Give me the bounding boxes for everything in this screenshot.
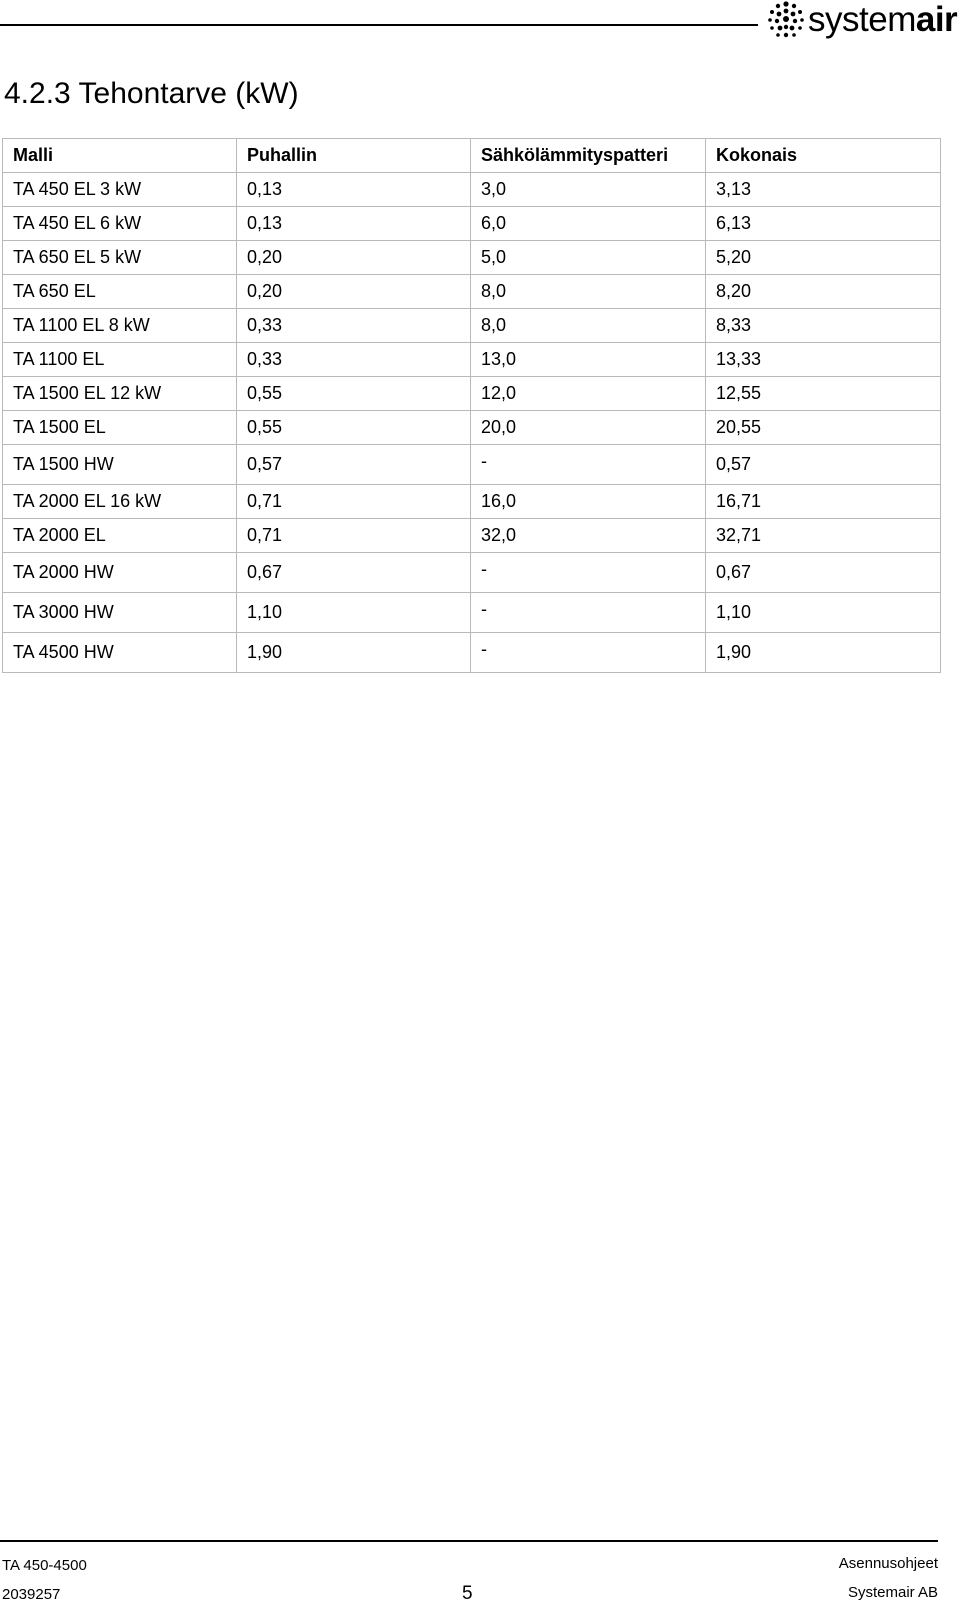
cell-model: TA 1100 EL 8 kW bbox=[3, 309, 237, 343]
column-header-electric-heater: Sähkölämmityspatteri bbox=[471, 139, 706, 173]
power-requirement-table bbox=[2, 138, 941, 673]
cell-total: 13,33 bbox=[706, 343, 941, 377]
table-row bbox=[3, 343, 941, 377]
cell-fan: 0,33 bbox=[237, 343, 471, 377]
cell-total: 0,57 bbox=[706, 445, 941, 485]
cell-total: 20,55 bbox=[706, 411, 941, 445]
table-body bbox=[3, 173, 941, 673]
footer-doc-type: Asennusohjeet bbox=[838, 1555, 938, 1572]
table-row bbox=[3, 593, 941, 633]
cell-model: TA 2000 HW bbox=[3, 553, 237, 593]
table-row bbox=[3, 485, 941, 519]
header-rule bbox=[0, 24, 758, 26]
logo-wordmark-light: system bbox=[808, 0, 916, 39]
cell-total: 16,71 bbox=[706, 485, 941, 519]
cell-model: TA 450 EL 6 kW bbox=[3, 207, 237, 241]
table-row bbox=[3, 207, 941, 241]
cell-model: TA 1100 EL bbox=[3, 343, 237, 377]
section-title: 4.2.3 Tehontarve (kW) bbox=[4, 77, 299, 110]
systemair-logo bbox=[766, 0, 960, 42]
cell-electric-heater: 32,0 bbox=[471, 519, 706, 553]
cell-electric-heater: 20,0 bbox=[471, 411, 706, 445]
cell-fan: 0,33 bbox=[237, 309, 471, 343]
footer-rule bbox=[0, 1540, 938, 1542]
cell-electric-heater: 3,0 bbox=[471, 173, 706, 207]
table-row bbox=[3, 173, 941, 207]
cell-electric-heater: 8,0 bbox=[471, 309, 706, 343]
table-row bbox=[3, 445, 941, 485]
cell-fan: 1,90 bbox=[237, 633, 471, 673]
cell-model: TA 2000 EL 16 kW bbox=[3, 485, 237, 519]
cell-total: 8,33 bbox=[706, 309, 941, 343]
column-header-total: Kokonais bbox=[706, 139, 941, 173]
cell-fan: 0,13 bbox=[237, 173, 471, 207]
cell-electric-heater: 6,0 bbox=[471, 207, 706, 241]
column-header-fan: Puhallin bbox=[237, 139, 471, 173]
cell-total: 8,20 bbox=[706, 275, 941, 309]
cell-total: 32,71 bbox=[706, 519, 941, 553]
table-row bbox=[3, 553, 941, 593]
cell-fan: 0,71 bbox=[237, 519, 471, 553]
cell-total: 5,20 bbox=[706, 241, 941, 275]
cell-fan: 0,55 bbox=[237, 411, 471, 445]
cell-electric-heater: - bbox=[471, 633, 706, 673]
table-row bbox=[3, 309, 941, 343]
cell-model: TA 1500 HW bbox=[3, 445, 237, 485]
cell-model: TA 1500 EL 12 kW bbox=[3, 377, 237, 411]
table-row bbox=[3, 633, 941, 673]
column-header-model: Malli bbox=[3, 139, 237, 173]
cell-electric-heater: 16,0 bbox=[471, 485, 706, 519]
cell-fan: 1,10 bbox=[237, 593, 471, 633]
logo-wordmark bbox=[808, 0, 957, 40]
systemair-dot-mark-icon bbox=[766, 0, 806, 40]
footer-company: Systemair AB bbox=[847, 1584, 938, 1601]
cell-electric-heater: - bbox=[471, 593, 706, 633]
table-row bbox=[3, 241, 941, 275]
logo-wordmark-bold: air bbox=[915, 0, 958, 39]
footer-product: TA 450-4500 bbox=[2, 1557, 87, 1574]
cell-electric-heater: - bbox=[471, 445, 706, 485]
cell-fan: 0,20 bbox=[237, 241, 471, 275]
cell-fan: 0,20 bbox=[237, 275, 471, 309]
table-header-row bbox=[3, 139, 941, 173]
table-row bbox=[3, 411, 941, 445]
table-row bbox=[3, 519, 941, 553]
cell-total: 0,67 bbox=[706, 553, 941, 593]
cell-model: TA 4500 HW bbox=[3, 633, 237, 673]
cell-fan: 0,57 bbox=[237, 445, 471, 485]
cell-model: TA 450 EL 3 kW bbox=[3, 173, 237, 207]
cell-model: TA 3000 HW bbox=[3, 593, 237, 633]
table-row bbox=[3, 377, 941, 411]
cell-model: TA 650 EL 5 kW bbox=[3, 241, 237, 275]
cell-electric-heater: 12,0 bbox=[471, 377, 706, 411]
cell-model: TA 650 EL bbox=[3, 275, 237, 309]
footer-page-number: 5 bbox=[462, 1583, 473, 1604]
cell-fan: 0,67 bbox=[237, 553, 471, 593]
cell-electric-heater: - bbox=[471, 553, 706, 593]
cell-total: 12,55 bbox=[706, 377, 941, 411]
cell-model: TA 1500 EL bbox=[3, 411, 237, 445]
footer-doc-number: 2039257 bbox=[2, 1586, 61, 1603]
cell-total: 1,10 bbox=[706, 593, 941, 633]
table-row bbox=[3, 275, 941, 309]
cell-total: 6,13 bbox=[706, 207, 941, 241]
cell-fan: 0,55 bbox=[237, 377, 471, 411]
cell-total: 1,90 bbox=[706, 633, 941, 673]
cell-electric-heater: 13,0 bbox=[471, 343, 706, 377]
cell-electric-heater: 8,0 bbox=[471, 275, 706, 309]
cell-total: 3,13 bbox=[706, 173, 941, 207]
cell-fan: 0,71 bbox=[237, 485, 471, 519]
cell-fan: 0,13 bbox=[237, 207, 471, 241]
cell-electric-heater: 5,0 bbox=[471, 241, 706, 275]
cell-model: TA 2000 EL bbox=[3, 519, 237, 553]
